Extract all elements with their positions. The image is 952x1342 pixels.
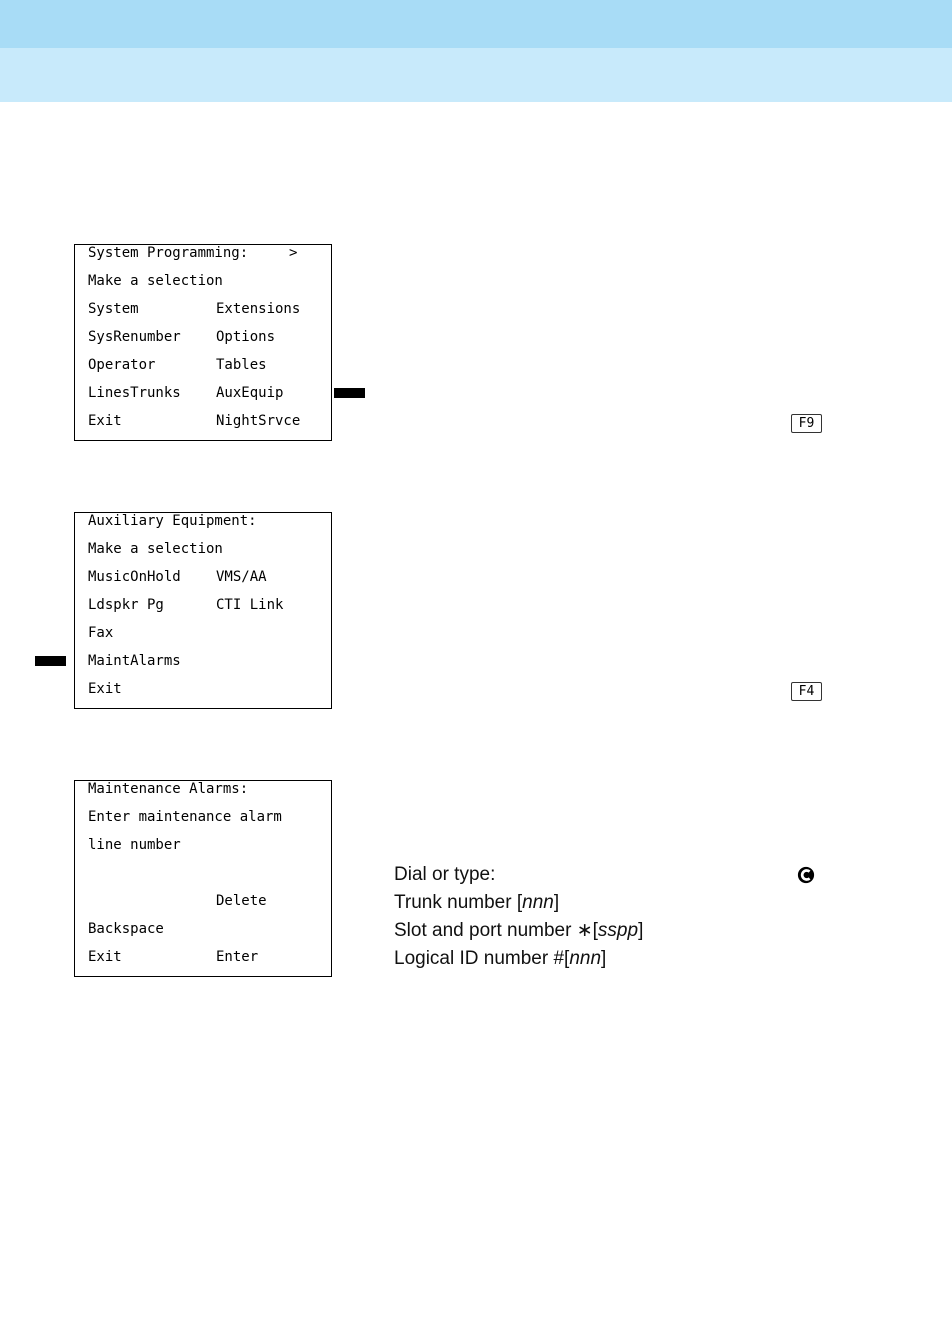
screen-prompt: Make a selection — [88, 273, 223, 289]
menu-item-fax[interactable]: Fax — [88, 625, 114, 641]
menu-item-musiconhold[interactable]: MusicOnHold — [88, 569, 181, 585]
menu-item-tables[interactable]: Tables — [216, 357, 267, 373]
trunk-number-instruction — [394, 889, 559, 917]
menu-item-maintalarms[interactable]: MaintAlarms — [88, 653, 181, 669]
logical-id-instruction — [394, 945, 606, 973]
selection-marker — [334, 388, 365, 398]
exit-option[interactable]: Exit — [88, 949, 122, 965]
slot-label: Slot and port number — [394, 920, 577, 941]
slot-open: [ — [592, 920, 598, 941]
menu-item-vms-aa[interactable]: VMS/AA — [216, 569, 267, 585]
screen-title: Maintenance Alarms: — [88, 781, 249, 797]
menu-item-operator[interactable]: Operator — [88, 357, 156, 373]
trunk-var: nnn — [522, 892, 554, 913]
screen-title: Auxiliary Equipment: — [88, 513, 257, 529]
screen-instruction-line2: line number — [88, 837, 181, 853]
menu-item-linestrunks[interactable]: LinesTrunks — [88, 385, 181, 401]
menu-item-options[interactable]: Options — [216, 329, 276, 345]
f9-key[interactable]: F9 — [791, 414, 822, 433]
pound-symbol: # — [553, 948, 565, 969]
screen-title: System Programming: — [88, 245, 249, 261]
trunk-end: ] — [553, 892, 560, 913]
logical-open: [ — [564, 948, 570, 969]
delete-option[interactable]: Delete — [216, 893, 267, 909]
more-arrow[interactable]: > — [289, 245, 298, 261]
header-band-light — [0, 48, 952, 102]
phone-handset-icon — [797, 866, 815, 884]
enter-option[interactable]: Enter — [216, 949, 259, 965]
logical-end: ] — [601, 948, 607, 969]
trunk-label: Trunk number [ — [394, 892, 523, 913]
menu-item-system[interactable]: System — [88, 301, 139, 317]
backspace-option[interactable]: Backspace — [88, 921, 164, 937]
menu-item-sysrenumber[interactable]: SysRenumber — [88, 329, 181, 345]
menu-item-ldspkr-pg[interactable]: Ldspkr Pg — [88, 597, 164, 613]
maintenance-alarms-screen — [74, 780, 332, 977]
screen-instruction-line1: Enter maintenance alarm — [88, 809, 282, 825]
slot-var: sspp — [597, 920, 639, 941]
auxiliary-equipment-screen — [74, 512, 332, 709]
slot-port-instruction — [394, 917, 643, 945]
logical-var: nnn — [569, 948, 602, 969]
menu-item-extensions[interactable]: Extensions — [216, 301, 301, 317]
star-symbol: ∗ — [576, 920, 593, 941]
menu-item-cti-link[interactable]: CTI Link — [216, 597, 284, 613]
screen-prompt: Make a selection — [88, 541, 223, 557]
menu-item-nightsrvce[interactable]: NightSrvce — [216, 413, 301, 429]
f4-key[interactable]: F4 — [791, 682, 822, 701]
menu-item-exit[interactable]: Exit — [88, 681, 122, 697]
dial-heading: Dial or type: — [394, 864, 496, 885]
menu-item-auxequip[interactable]: AuxEquip — [216, 385, 284, 401]
logical-label: Logical ID number — [394, 948, 554, 969]
menu-item-exit[interactable]: Exit — [88, 413, 122, 429]
selection-marker — [35, 656, 66, 666]
slot-end: ] — [638, 920, 644, 941]
header-band-dark — [0, 0, 952, 48]
system-programming-screen — [74, 244, 332, 441]
